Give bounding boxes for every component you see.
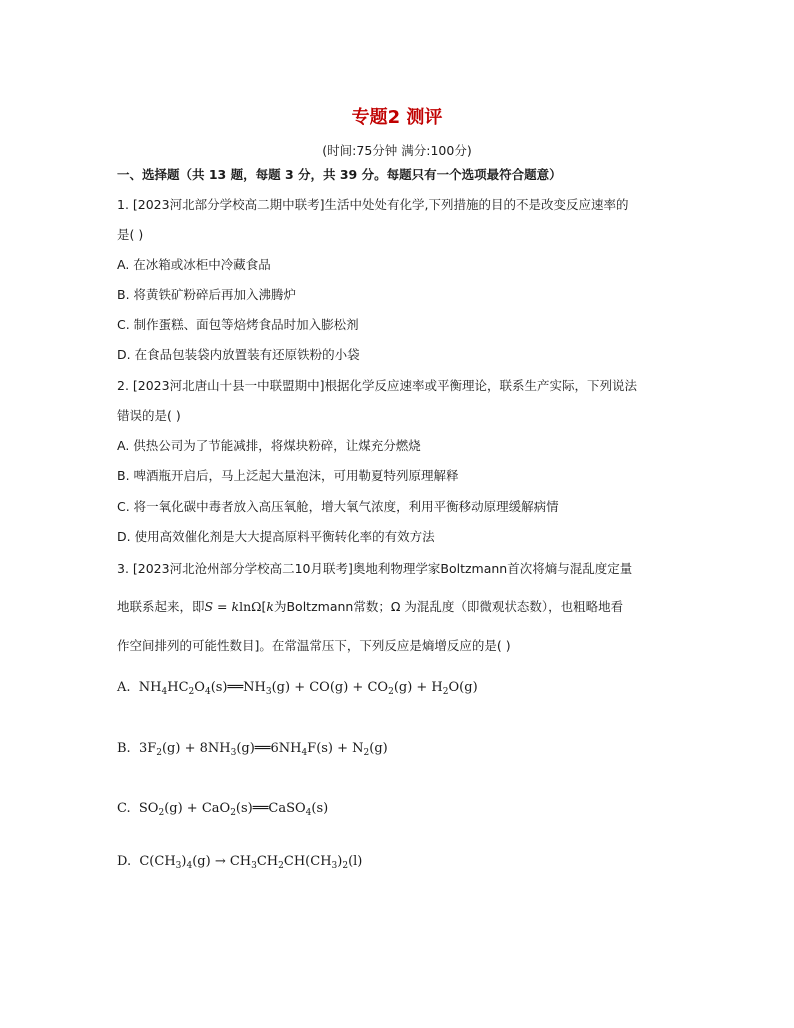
formula-ln: ln	[239, 599, 252, 614]
q1-option-d: D. 在食品包装袋内放置装有还原铁粉的小袋	[117, 347, 360, 362]
page-title: 专题2 测评	[351, 107, 443, 128]
chem-sub: 2	[158, 808, 165, 818]
chem-part: (g) + CaO	[164, 801, 231, 816]
q1-stem-line2: 是( )	[117, 227, 144, 242]
q1-option-b: B. 将黄铁矿粉碎后再加入沸腾炉	[117, 287, 297, 302]
chem-part: (s)══CaSO	[235, 801, 306, 816]
section-heading: 一、选择题（共 13 题，每题 3 分，共 39 分。每题只有一个选项最符合题意）	[117, 167, 562, 182]
q3-text: 地联系起来，即	[117, 599, 205, 614]
q1-stem-line1: 1. [2023河北部分学校高二期中联考]生活中处处有化学,下列措施的目的不是改变反应速率的	[117, 197, 629, 212]
chem-sub: 4	[161, 687, 168, 697]
option-label: D.	[117, 854, 132, 869]
chem-part: (g) + CO(g) + CO	[271, 680, 389, 695]
q1-option-c: C. 制作蛋糕、面包等焙烤食品时加入膨松剂	[117, 317, 359, 332]
chem-part: O	[194, 680, 205, 695]
q2-option-a: A. 供热公司为了节能减排，将煤块粉碎，让煤充分燃烧	[117, 438, 421, 453]
chem-sub: 3	[175, 861, 182, 871]
chem-part: F(s) + N	[307, 741, 364, 756]
chem-sub: 2	[230, 808, 236, 818]
q2-stem-line2: 错误的是( )	[117, 408, 181, 423]
bracket: [	[261, 599, 267, 614]
chem-part: SO	[138, 801, 159, 816]
chem-part: (g) + 8NH	[161, 741, 231, 756]
q1-option-a: A. 在冰箱或冰柜中冷藏食品	[117, 257, 271, 272]
q2-option-b: B. 啤酒瓶开启后，马上泛起大量泡沫，可用勒夏特列原理解释	[117, 468, 459, 483]
q3-option-b	[117, 741, 388, 756]
chem-part: )	[181, 854, 187, 869]
chem-sub: 2	[156, 748, 162, 758]
option-label: C.	[117, 801, 131, 816]
q3-text-cont: 为Boltzmann常数；Ω 为混乱度（即微观状态数），也粗略地看	[273, 599, 624, 614]
q3-stem-line2	[117, 597, 623, 615]
q3-option-a	[117, 680, 478, 695]
q2-option-c: C. 将一氧化碳中毒者放入高压氧舱，增大氧气浓度，利用平衡移动原理缓解病情	[117, 499, 559, 514]
chem-sub: 4	[305, 808, 312, 818]
chem-sub: 4	[186, 861, 193, 871]
chem-sub: 2	[442, 687, 449, 697]
option-label: A.	[117, 680, 131, 695]
chem-part: 3F	[138, 741, 157, 756]
chem-sub: 2	[278, 861, 284, 871]
chem-part: NH	[138, 680, 162, 695]
formula-s-k: S = k	[204, 599, 240, 614]
chem-sub: 3	[230, 748, 237, 758]
chem-part: O(g)	[448, 680, 478, 695]
chem-part: C(CH	[139, 854, 176, 869]
q3-option-d	[117, 854, 362, 869]
chem-part: (l)	[348, 854, 363, 869]
option-label: B.	[117, 741, 131, 756]
chem-sub: 2	[342, 861, 349, 871]
chem-part: (g) + H	[393, 680, 443, 695]
chem-sub: 3	[251, 861, 257, 871]
q3-stem-line1: 3. [2023河北沧州部分学校高二10月联考]奥地利物理学家Boltzmann首次将熵与混乱度定量	[117, 561, 633, 576]
chem-part: (g)══6NH	[236, 741, 302, 756]
chem-part: (g) → CH	[192, 854, 252, 869]
chem-sub: 4	[204, 687, 211, 697]
chem-sub: 3	[331, 861, 338, 871]
q2-stem-line1: 2. [2023河北唐山十县一中联盟期中]根据化学反应速率或平衡理论，联系生产实际，下列说法	[117, 378, 637, 393]
formula-omega: Ω	[251, 599, 262, 614]
chem-part: (s)══NH	[210, 680, 266, 695]
chem-sub: 2	[363, 748, 370, 758]
chem-part: HC	[167, 680, 189, 695]
chem-sub: 2	[188, 687, 195, 697]
chem-part: )	[337, 854, 343, 869]
formula-k: k	[266, 599, 274, 614]
q3-option-c	[117, 801, 328, 816]
chem-part: (g)	[369, 741, 388, 756]
chem-sub: 3	[265, 687, 272, 697]
chem-sub: 4	[301, 748, 308, 758]
chem-part: CH	[256, 854, 279, 869]
chem-part: CH(CH	[283, 854, 332, 869]
chem-part: (s)	[311, 801, 329, 816]
q2-option-d: D. 使用高效催化剂是大大提高原料平衡转化率的有效方法	[117, 529, 435, 544]
exam-meta: (时间:75分钟 满分:100分)	[322, 143, 472, 158]
q3-stem-line3: 作空间排列的可能性数目]。在常温常压下，下列反应是熵增反应的是( )	[117, 638, 511, 653]
chem-sub: 2	[388, 687, 394, 697]
